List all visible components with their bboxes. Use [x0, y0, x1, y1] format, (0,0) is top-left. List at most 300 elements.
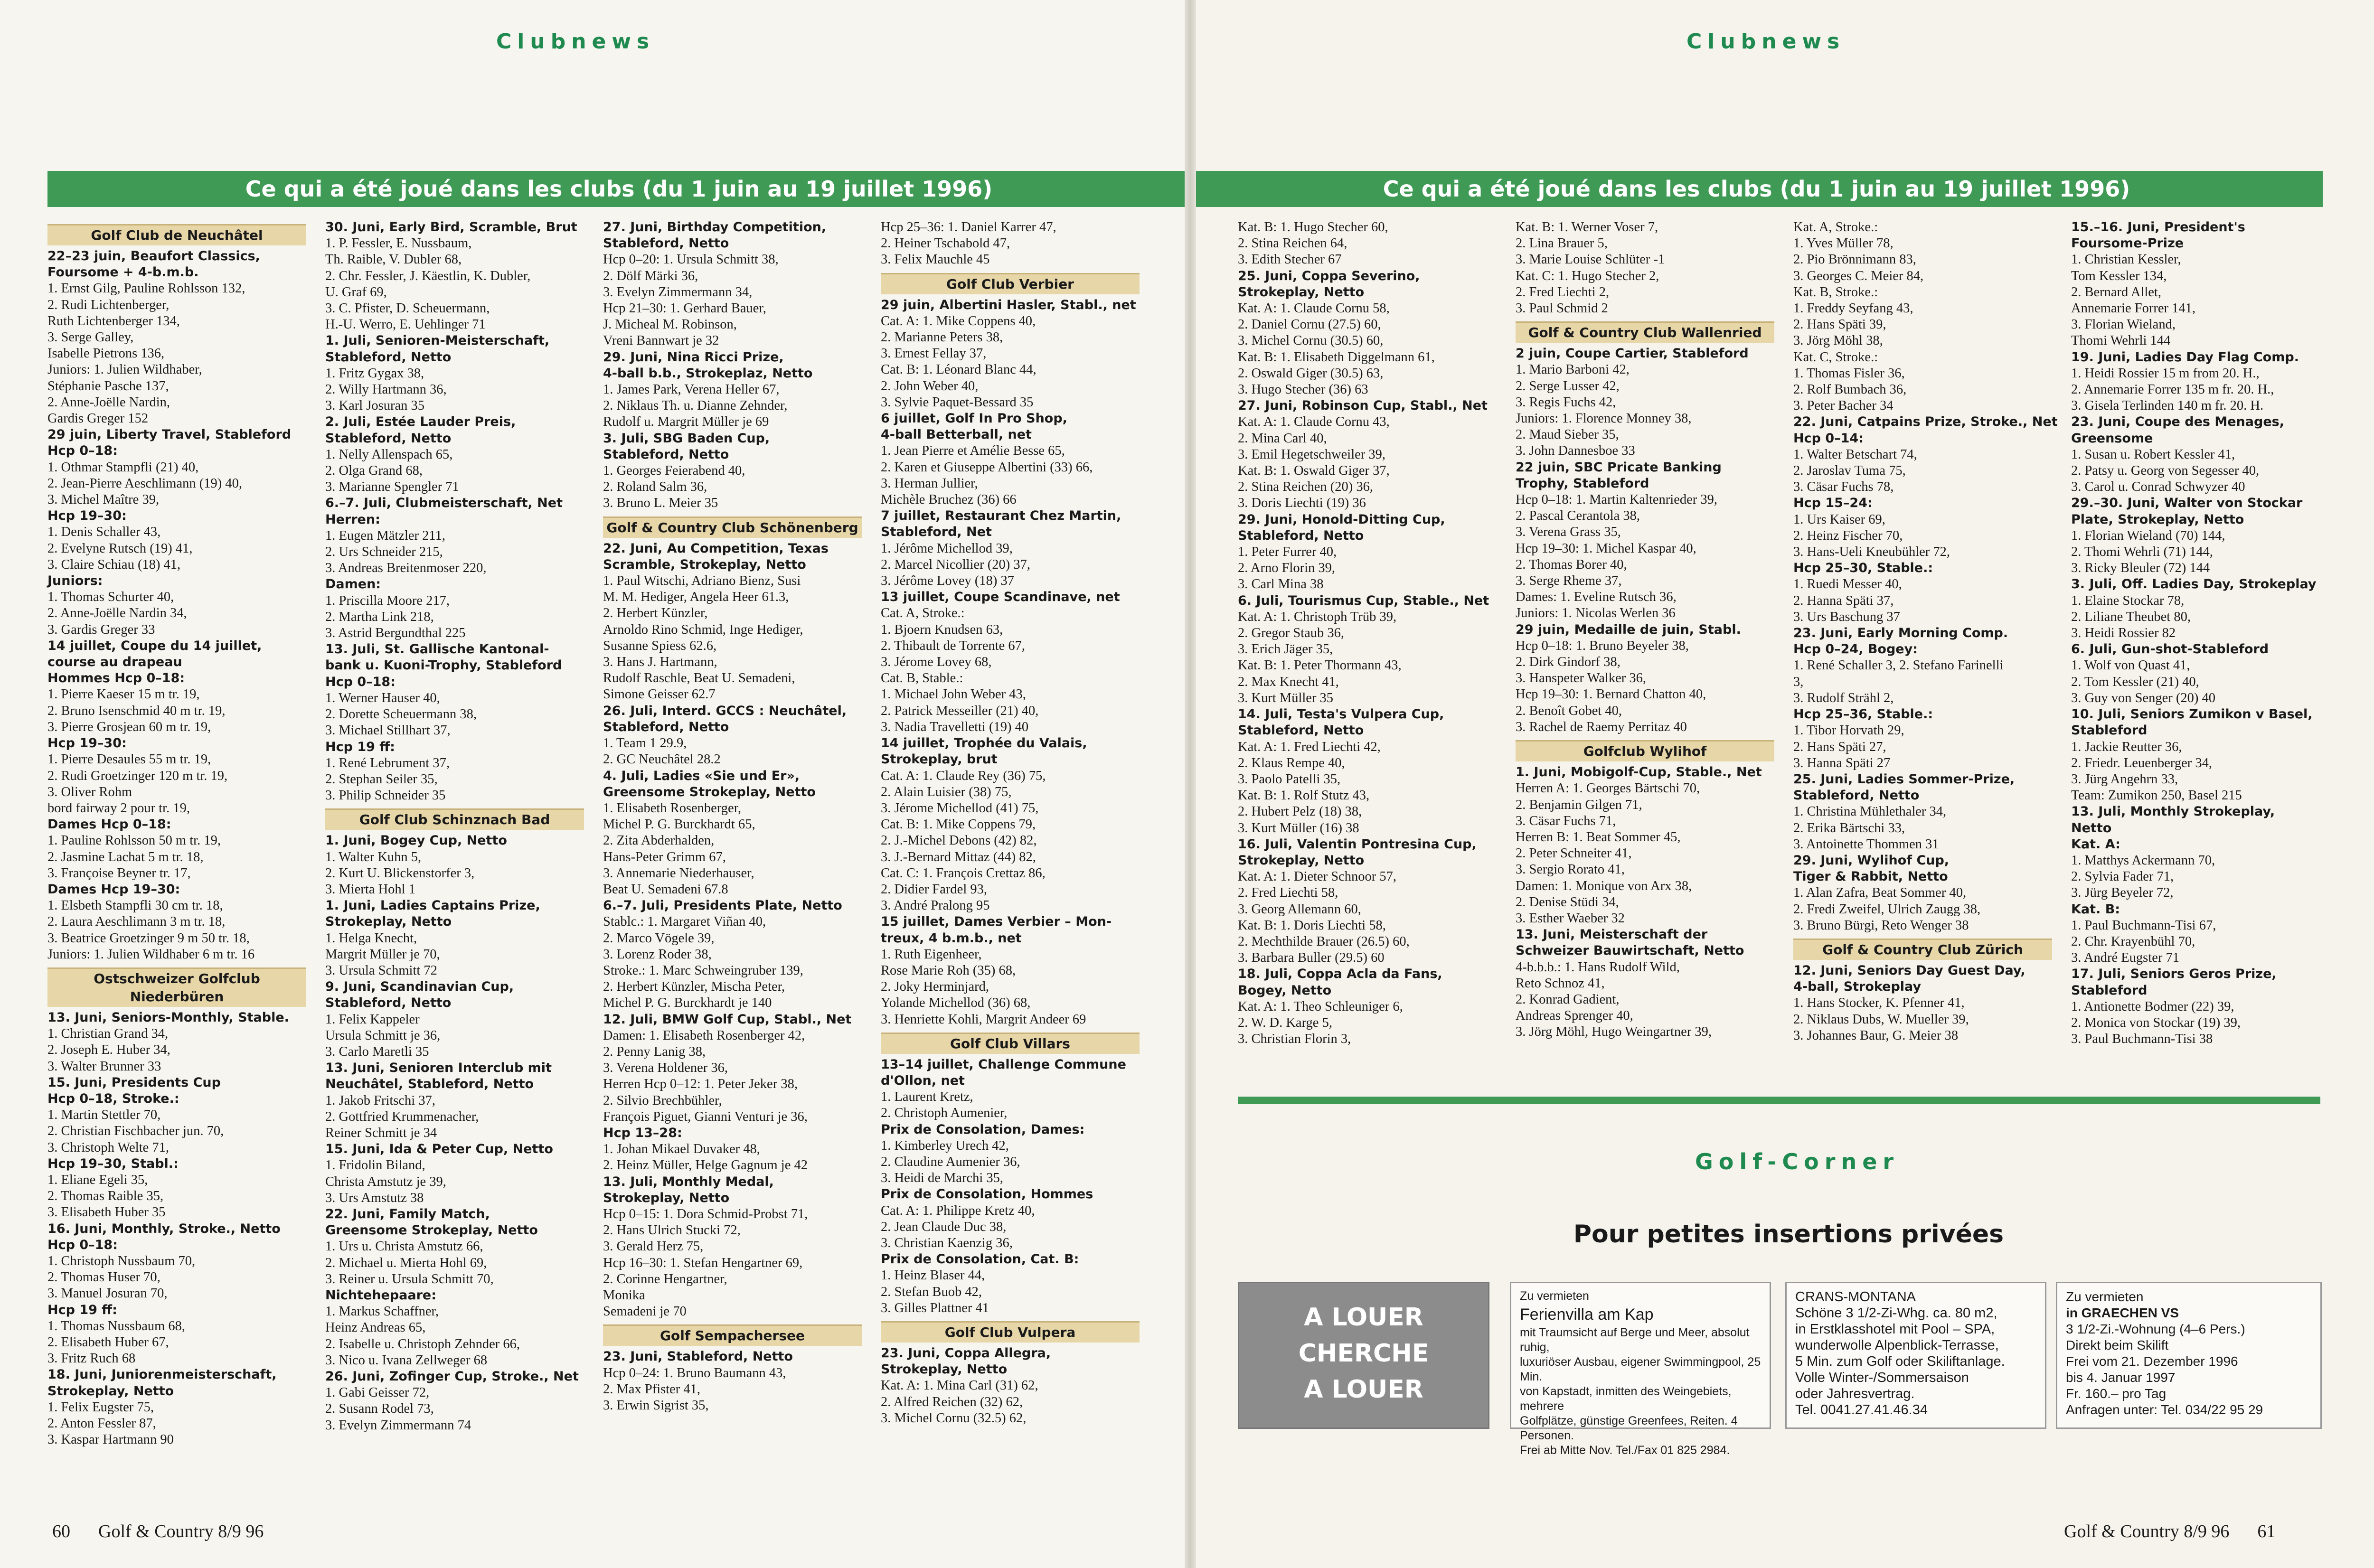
result-line: 2. Annemarie Forrer 135 m fr. 20. H.,	[2071, 382, 2274, 397]
result-line: 2. Susann Rodel 73,	[325, 1401, 434, 1417]
results-column	[1793, 219, 2058, 1047]
event-heading: Hcp 0–18:	[325, 674, 396, 689]
event-heading: Prix de Consolation, Dames:	[881, 1122, 1085, 1137]
result-line: 3. Marie Louise Schlüter -1	[1516, 252, 1665, 267]
result-line: 2. Hubert Pelz (18) 38,	[1238, 804, 1362, 819]
result-line: Rudolf u. Margrit Müller je 69	[603, 414, 769, 430]
club-heading: Golf Club Verbier	[881, 273, 1140, 294]
result-line: 2. Daniel Cornu (27.5) 60,	[1238, 317, 1381, 332]
event-heading: Plate, Strokeplay, Netto	[2071, 512, 2244, 527]
ad-line: von Kapstadt, inmitten des Weingebiets, mehrere	[1520, 1385, 1732, 1413]
result-line: Hcp 16–30: 1. Stefan Hengartner 69,	[603, 1255, 803, 1270]
result-line: 3. Jürg Angehrn 33,	[2071, 771, 2178, 787]
event-heading: 14 juillet, Trophée du Valais,	[881, 736, 1087, 751]
ad-line: bis 4. Januar 1997	[2066, 1370, 2176, 1385]
result-line: 2. W. D. Karge 5,	[1238, 1015, 1332, 1030]
event-heading: 22. Juni, Au Competition, Texas	[603, 541, 829, 556]
event-heading: 13. Juli, St. Gallische Kantonal-	[325, 642, 549, 657]
result-line: 3. Jürg Beyeler 72,	[2071, 885, 2174, 901]
result-line: 3. Reiner u. Ursula Schmitt 70,	[325, 1271, 494, 1286]
club-heading: Golf Club Schinznach Bad	[325, 808, 584, 830]
result-line: 2. Hans Ulrich Stucki 72,	[603, 1223, 741, 1238]
result-line: Cat. C: 1. François Crettaz 86,	[881, 865, 1046, 881]
event-heading: 3. Juli, Off. Ladies Day, Strokeplay	[2071, 577, 2317, 592]
result-line: 3. Evelyn Zimmermann 34,	[603, 284, 753, 300]
result-line: 3. Urs Baschung 37	[1793, 609, 1900, 624]
ad-line: oder Jahresvertrag.	[1795, 1386, 1915, 1401]
result-line: 1. Walter Kuhn 5,	[325, 849, 422, 864]
event-heading: 13. Juni, Seniors-Monthly, Stable.	[47, 1010, 289, 1025]
result-line: 1. Jérôme Michellod 39,	[881, 541, 1013, 556]
result-line: 1. Jean Pierre et Amélie Besse 65,	[881, 443, 1065, 459]
result-line: 2. Laura Aeschlimann 3 m tr. 18,	[47, 914, 226, 930]
result-line: 3. Serge Galley,	[47, 330, 134, 345]
result-line: 3. Cäsar Fuchs 71,	[1516, 813, 1616, 828]
event-heading: Foursome + 4-b.m.b.	[47, 265, 199, 280]
event-heading: 22 juin, SBC Pricate Banking	[1516, 460, 1722, 475]
result-line: 1. Georges Feierabend 40,	[603, 463, 745, 479]
ad-line: mit Traumsicht auf Berge und Meer, absolut ruhig,	[1520, 1326, 1750, 1354]
event-heading: Stableford, Netto	[325, 431, 452, 446]
result-line: 3. Erich Jäger 35,	[1238, 642, 1333, 657]
result-line: Semadeni je 70	[603, 1304, 687, 1319]
result-line: 2. Hans Späti 27,	[1793, 739, 1886, 754]
result-line: 1. Mario Barboni 42,	[1516, 362, 1630, 377]
event-heading: 23. Juni, Early Morning Comp.	[1793, 626, 2008, 641]
ad-line: Fr. 160.– pro Tag	[2066, 1386, 2167, 1401]
result-line: 3. Hugo Stecher (36) 63	[1238, 382, 1368, 397]
result-line: 2. Roland Salm 36,	[603, 479, 707, 495]
event-heading: 26. Juni, Zofinger Cup, Stroke., Net	[325, 1369, 579, 1384]
result-line: Heinz Andreas 65,	[325, 1320, 426, 1335]
result-line: 3. Paul Schmid 2	[1516, 301, 1608, 316]
result-line: 2. John Weber 40,	[881, 378, 979, 394]
result-line: Isabelle Pietrons 136,	[47, 346, 165, 361]
result-line: 3. Johannes Baur, G. Meier 38	[1793, 1028, 1959, 1043]
result-line: 3. Peter Bacher 34	[1793, 398, 1894, 413]
result-line: 2. Christian Fischbacher jun. 70,	[47, 1124, 224, 1139]
result-line: 3. Jérome Michellod (41) 75,	[881, 800, 1039, 816]
event-heading: Kat. A:	[2071, 836, 2120, 852]
event-heading: 15. Juni, Presidents Cup	[47, 1075, 221, 1090]
event-heading: Prix de Consolation, Cat. B:	[881, 1252, 1079, 1267]
ad-line: in Erstklasshotel mit Pool – SPA,	[1795, 1322, 1995, 1337]
result-line: 3. Edith Stecher 67	[1238, 252, 1342, 267]
result-line: 1. Nelly Allenspach 65,	[325, 447, 453, 462]
club-heading: Ostschweizer Golfclub Niederbüren	[47, 967, 306, 1007]
result-line: Herren A: 1. Georges Bärtschi 70,	[1516, 781, 1700, 796]
event-heading: Hcp 0–18:	[47, 443, 118, 459]
result-line: 2. Peter Schneiter 41,	[1516, 846, 1632, 861]
event-heading: 16. Juli, Valentin Pontresina Cup,	[1238, 836, 1477, 852]
result-line: 1. Priscilla Moore 217,	[325, 593, 450, 608]
event-heading: 6. Juli, Tourismus Cup, Stable., Net	[1238, 593, 1489, 608]
result-line: 1. Elaine Stockar 78,	[2071, 593, 2185, 608]
result-line: 1. Freddy Seyfang 43,	[1793, 301, 1913, 316]
result-line: Hcp 0–20: 1. Ursula Schmitt 38,	[603, 252, 779, 267]
event-heading: 29 juin, Albertini Hasler, Stabl., net	[881, 297, 1136, 312]
ad-line: 5 Min. zum Golf oder Skiliftanlage.	[1795, 1354, 2005, 1369]
golf-corner-title: Pour petites insertions privées	[1573, 1220, 2004, 1249]
result-line: 2. Erika Bärtschi 33,	[1793, 820, 1905, 836]
ad-headline: Ferienvilla am Kap	[1520, 1305, 1654, 1324]
event-heading: 12. Juli, BMW Golf Cup, Stabl., Net	[603, 1012, 852, 1027]
result-line: U. Graf 69,	[325, 284, 387, 300]
right-columns	[1238, 219, 2330, 1047]
result-line: Rudolf Raschle, Beat U. Semadeni,	[603, 671, 795, 686]
result-line: 2. Claudine Aumenier 36,	[881, 1154, 1020, 1169]
result-line: Herren B: 1. Beat Sommer 45,	[1516, 829, 1681, 845]
result-line: bord fairway 2 pour tr. 19,	[47, 800, 190, 816]
event-heading: Hcp 25–30, Stable.:	[1793, 561, 1933, 576]
result-line: 2. Jasmine Lachat 5 m tr. 18,	[47, 849, 204, 864]
result-line: 3. André Eugster 71	[2071, 950, 2179, 966]
result-line: 3. Doris Liechti (19) 36	[1238, 496, 1366, 511]
result-line: 2. Thomas Borer 40,	[1516, 557, 1627, 572]
result-line: 1. Eliane Egeli 35,	[47, 1172, 148, 1187]
event-heading: 13. Juli, Monthly Strokeplay,	[2071, 804, 2275, 819]
result-line: Ruth Lichtenberger 134,	[47, 313, 180, 329]
result-line: 3. Bruno L. Meier 35	[603, 496, 718, 511]
result-line: Hcp 0–24: 1. Bruno Baumann 43,	[603, 1365, 786, 1380]
results-column	[1238, 219, 1497, 1047]
result-line: Juniors: 1. Nicolas Werlen 36	[1516, 606, 1676, 621]
result-line: 3. Esther Waeber 32	[1516, 911, 1625, 926]
result-line: 1. Thomas Schurter 40,	[47, 590, 174, 605]
result-line: 2. Fredi Zweifel, Ulrich Zaugg 38,	[1793, 901, 1981, 917]
result-line: 1. Othmar Stampfli (21) 40,	[47, 460, 199, 475]
result-line: 1. Elsbeth Stampfli 30 cm tr. 18,	[47, 898, 223, 913]
result-line: Dames: 1. Eveline Rutsch 36,	[1516, 590, 1677, 605]
result-line: 3. Bruno Bürgi, Reto Wenger 38	[1793, 918, 1969, 933]
event-heading: Prix de Consolation, Hommes	[881, 1187, 1093, 1202]
result-line: 2. Chr. Fessler, J. Käestlin, K. Dubler,	[325, 268, 531, 283]
result-line: 3. Andreas Breitenmoser 220,	[325, 561, 487, 576]
event-heading: bank u. Kuoni-Trophy, Stableford	[325, 658, 562, 673]
club-heading: Golf Club Vulpera	[881, 1321, 1140, 1343]
event-heading: 4-ball, Strokeplay	[1793, 979, 1922, 995]
result-line: Stéphanie Pasche 137,	[47, 378, 169, 394]
result-line: 2. Jean-Pierre Aeschlimann (19) 40,	[47, 476, 242, 491]
result-line: Vreni Bannwart je 32	[603, 333, 719, 348]
result-line: 2. Liliane Theubet 80,	[2071, 609, 2191, 624]
section-tag-left	[496, 29, 655, 54]
event-heading: Stableford, Netto	[325, 995, 452, 1011]
result-line: 3. Nadia Travelletti (19) 40	[881, 719, 1029, 734]
result-line: 3. Heidi Rossier 82	[2071, 626, 2176, 641]
ad-gray-line: A LOUER	[1304, 1375, 1423, 1404]
result-line: 3. Herman Jullier,	[881, 476, 978, 491]
result-line: 1. Gabi Geisser 72,	[325, 1385, 430, 1400]
result-line: 2. Serge Lusser 42,	[1516, 378, 1620, 394]
result-line: 3. Carl Mina 38	[1238, 577, 1324, 592]
result-line: 3. Philip Schneider 35	[325, 788, 446, 803]
event-heading: Netto	[2071, 820, 2112, 836]
event-heading: Stableford, Netto	[1793, 788, 1920, 803]
event-heading: 2 juin, Coupe Cartier, Stableford	[1516, 346, 1749, 361]
event-heading: 23. Juni, Stableford, Netto	[603, 1349, 793, 1364]
result-line: 2. Karen et Giuseppe Albertini (33) 66,	[881, 460, 1093, 475]
ad-line: luxuriöser Ausbau, eigener Swimmingpool, 25 Min.	[1520, 1355, 1761, 1383]
result-line: Kat. B: 1. Hugo Stecher 60,	[1238, 220, 1388, 235]
result-line: 3. Elisabeth Huber 35	[47, 1205, 166, 1220]
result-line: 1. Denis Schaller 43,	[47, 525, 161, 540]
result-line: 3. Regis Fuchs 42,	[1516, 394, 1616, 410]
event-heading: d'Ollon, net	[881, 1073, 965, 1088]
footer-right	[2064, 1521, 2275, 1542]
result-line: 2. Michael u. Mierta Hohl 69,	[325, 1255, 487, 1270]
result-line: 3. Kaspar Hartmann 90	[47, 1432, 174, 1447]
result-line: 1. Thomas Nussbaum 68,	[47, 1318, 186, 1333]
event-heading: Hcp 0–18:	[47, 1237, 118, 1252]
result-line: 1. Eugen Mätzler 211,	[325, 528, 445, 543]
ad-line: Direkt beim Skilift	[2066, 1338, 2169, 1352]
result-line: 2. Mina Carl 40,	[1238, 431, 1327, 446]
result-line: 3,	[1793, 674, 1804, 689]
result-line: 2. Klaus Rempe 40,	[1238, 755, 1345, 770]
result-line: 2. Niklaus Th. u. Dianne Zehnder,	[603, 398, 788, 413]
result-line: Damen: 1. Elisabeth Rosenberger 42,	[603, 1028, 805, 1043]
result-line: 3. Françoise Beyner tr. 17,	[47, 865, 191, 881]
result-line: 2. Arno Florin 39,	[1238, 561, 1336, 576]
event-heading: 9. Juni, Scandinavian Cup,	[325, 979, 514, 995]
result-line: 3. Carlo Maretli 35	[325, 1044, 429, 1059]
result-line: 2. Thomas Huser 70,	[47, 1270, 160, 1285]
event-heading: Hcp 19–30, Stabl.:	[47, 1156, 179, 1171]
ad-line: Volle Winter-/Sommersaison	[1795, 1370, 1969, 1385]
result-line: Beat U. Semadeni 67.8	[603, 882, 728, 897]
result-line: 3. Gisela Terlinden 140 m fr. 20. H.	[2071, 398, 2264, 413]
ad-line: Zu vermieten	[1520, 1289, 1589, 1303]
result-line: 3. Mierta Hohl 1	[325, 882, 415, 897]
event-heading: 3. Juli, SBG Baden Cup,	[603, 431, 770, 446]
result-line: 2. Marcel Nicollier (20) 37,	[881, 557, 1030, 572]
event-heading: Stableford, Net	[881, 525, 992, 540]
result-line: 2. Dorette Scheuermann 38,	[325, 707, 477, 722]
result-line: Kat. B, Stroke.:	[1793, 284, 1878, 300]
event-heading: 29. Juni, Wylihof Cup,	[1793, 853, 1950, 868]
result-line: Tom Kessler 134,	[2071, 268, 2167, 283]
event-heading: 1. Juli, Senioren-Meisterschaft,	[325, 333, 550, 348]
result-line: Hcp 0–15: 1. Dora Schmid-Probst 71,	[603, 1206, 808, 1221]
result-line: 3. Florian Wieland,	[2071, 317, 2176, 332]
result-line: 3. Paolo Patelli 35,	[1238, 771, 1341, 787]
event-heading: 6 juillet, Golf In Pro Shop,	[881, 411, 1067, 426]
results-column	[881, 219, 1140, 1448]
event-heading: 13. Juni, Senioren Interclub mit	[325, 1061, 552, 1076]
result-line: 2. Jean Claude Duc 38,	[881, 1219, 1007, 1234]
event-heading: 19. Juni, Ladies Day Flag Comp.	[2071, 349, 2299, 365]
result-line: Arnoldo Rino Schmid, Inge Hediger,	[603, 622, 803, 637]
result-line: 2. Pio Brönnimann 83,	[1793, 252, 1916, 267]
result-line: 3. John Dannesboe 33	[1516, 443, 1635, 459]
section-tag-text: Clubnews	[496, 29, 655, 54]
result-line: Reiner Schmitt je 34	[325, 1125, 437, 1140]
result-line: 2. GC Neuchâtel 28.2	[603, 752, 721, 767]
event-heading: Hcp 25–36, Stable.:	[1793, 707, 1933, 722]
result-line: 2. Rolf Bumbach 36,	[1793, 382, 1907, 397]
footer-left	[52, 1521, 264, 1542]
event-heading: 23. Juni, Coupe des Menages,	[2071, 414, 2284, 430]
result-line: 1. Ernst Gilg, Pauline Rohlsson 132,	[47, 281, 245, 296]
result-line: 1. Urs Kaiser 69,	[1793, 512, 1885, 527]
result-line: 3. Rachel de Raemy Perritaz 40	[1516, 719, 1687, 734]
event-heading: Stableford, Netto	[325, 349, 452, 365]
result-line: 1. Christian Grand 34,	[47, 1026, 169, 1042]
event-heading: 13. Juli, Monthly Medal,	[603, 1174, 774, 1189]
ad-line: wunderwolle Alpenblick-Terrasse,	[1795, 1338, 1999, 1353]
result-line: 1. James Park, Verena Heller 67,	[603, 382, 780, 397]
event-heading: 13. Juni, Meisterschaft der	[1516, 927, 1708, 942]
result-line: 2. Thomi Wehrli (71) 144,	[2071, 545, 2214, 560]
result-line: 2. Anne-Joëlle Nardin,	[47, 394, 170, 410]
results-column	[325, 219, 584, 1448]
result-line: Hcp 0–18: 1. Bruno Beyeler 38,	[1516, 638, 1689, 653]
event-heading: 15. Juni, Ida & Peter Cup, Netto	[325, 1142, 553, 1157]
club-heading: Golf & Country Club Zürich	[1793, 939, 2052, 960]
result-line: 2. Olga Grand 68,	[325, 463, 423, 479]
result-line: 1. Markus Schaffner,	[325, 1304, 439, 1319]
ad-gray-line: A LOUER	[1304, 1303, 1423, 1332]
result-line: 2. Max Pfister 41,	[603, 1381, 701, 1397]
club-heading: Golf Club de Neuchâtel	[47, 224, 306, 245]
page-number: 60	[52, 1521, 70, 1541]
result-line: Michel P. G. Burckhardt 65,	[603, 817, 755, 832]
event-heading: Stableford	[2071, 723, 2148, 738]
result-line: 3. Annemarie Niederhauser,	[603, 865, 754, 881]
event-heading: Foursome-Prize	[2071, 236, 2184, 251]
result-line: Cat. A: 1. Claude Rey (36) 75,	[881, 768, 1046, 783]
result-line: 2. Maud Sieber 35,	[1516, 427, 1619, 442]
event-heading: Stableford, Netto	[1238, 528, 1364, 543]
result-line: 3. Nico u. Ivana Zellweger 68	[325, 1352, 488, 1368]
result-line: 2. Anne-Joëlle Nardin 34,	[47, 606, 187, 621]
result-line: 3. Heidi de Marchi 35,	[881, 1171, 1004, 1186]
event-heading: Greensome Strokeplay, Netto	[325, 1223, 538, 1238]
result-line: 2. Denise Stüdi 34,	[1516, 894, 1619, 910]
event-heading: Scramble, Strokeplay, Netto	[603, 557, 806, 572]
event-heading: Trophy, Stableford	[1516, 476, 1649, 491]
result-line: 3. Beatrice Groetzinger 9 m 50 tr. 18,	[47, 930, 250, 946]
result-line: Michel P. G. Burckhardt je 140	[603, 995, 772, 1011]
result-line: 2. Stina Reichen 64,	[1238, 236, 1347, 251]
result-line: 1. Ruth Eigenheer,	[881, 947, 982, 962]
result-line: M. M. Hediger, Angela Heer 61.3,	[603, 590, 789, 605]
result-line: 4-b.b.b.: 1. Hans Rudolf Wild,	[1516, 959, 1680, 975]
result-line: Kat. A: 1. Mina Carl (31) 62,	[881, 1378, 1038, 1393]
result-line: J. Micheal M. Robinson,	[603, 317, 737, 332]
results-column	[2071, 219, 2330, 1047]
result-line: 1. Hans Stocker, K. Pfenner 41,	[1793, 995, 1965, 1011]
ad-line: Frei vom 21. Dezember 1996	[2066, 1354, 2238, 1369]
event-heading: 1. Juni, Ladies Captains Prize,	[325, 898, 540, 913]
event-heading: Hcp 15–24:	[1793, 496, 1873, 511]
event-heading: Schweizer Bauwirtschaft, Netto	[1516, 943, 1744, 958]
event-heading: 1. Juni, Bogey Cup, Netto	[325, 833, 507, 848]
result-line: Cat. A: 1. Mike Coppens 40,	[881, 313, 1036, 329]
result-line: 1. Susan u. Robert Kessler 41,	[2071, 447, 2235, 462]
result-line: Yolande Michellod (36) 68,	[881, 995, 1031, 1011]
result-line: Kat. B: 1. Rolf Stutz 43,	[1238, 788, 1370, 803]
result-line: Th. Raible, V. Dubler 68,	[325, 252, 462, 267]
event-heading: 6.–7. Juli, Presidents Plate, Netto	[603, 898, 842, 913]
result-line: 1. Walter Betschart 74,	[1793, 447, 1917, 462]
result-line: Hcp 19–30: 1. Michel Kaspar 40,	[1516, 541, 1696, 556]
event-heading: 14 juillet, Coupe du 14 juillet,	[47, 638, 262, 653]
result-line: 1. Thomas Fisler 36,	[1793, 366, 1905, 381]
club-heading: Golf & Country Club Schönenberg	[603, 516, 862, 538]
result-line: Christa Amstutz je 39,	[325, 1174, 446, 1189]
result-line: 2. Heinz Müller, Helge Gagnum je 42	[603, 1158, 808, 1173]
result-line: 2. Mechthilde Brauer (26.5) 60,	[1238, 934, 1410, 949]
result-line: 1. Christian Kessler,	[2071, 252, 2181, 267]
result-line: Kat. B: 1. Doris Liechti 58,	[1238, 918, 1386, 933]
result-line: 2. Pascal Cerantola 38,	[1516, 508, 1640, 524]
result-line: Hcp 25–36: 1. Daniel Karrer 47,	[881, 220, 1056, 235]
result-line: 1. Paul Witschi, Adriano Bienz, Susi	[603, 573, 801, 589]
result-line: Cat. A: 1. Philippe Kretz 40,	[881, 1203, 1035, 1218]
ad-ferienvilla	[1510, 1282, 1771, 1457]
event-heading: Hcp 0–24, Bogey:	[1793, 642, 1918, 657]
result-line: 1. Heinz Blaser 44,	[881, 1268, 985, 1283]
result-line: 1. Tibor Horvath 29,	[1793, 723, 1904, 738]
result-line: Reto Schnoz 41,	[1516, 976, 1605, 991]
ad-line: Golfplätze, günstige Greenfees, Reiten. 4 Personen.	[1520, 1414, 1738, 1442]
result-line: 1. Felix Eugster 75,	[47, 1399, 154, 1415]
result-line: 2. Fred Liechti 58,	[1238, 885, 1338, 901]
event-heading: 27. Juni, Robinson Cup, Stabl., Net	[1238, 398, 1488, 413]
event-heading: 2. Juli, Estée Lauder Preis,	[325, 414, 516, 430]
result-line: 1. Laurent Kretz,	[881, 1089, 973, 1105]
event-heading: 15.–16. Juni, President's	[2071, 220, 2245, 235]
result-line: 3. Georg Allemann 60,	[1238, 901, 1361, 917]
result-line: 3. Fritz Ruch 68	[47, 1351, 136, 1366]
result-line: 2. Evelyne Rutsch (19) 41,	[47, 541, 193, 556]
result-line: Thomi Wehrli 144	[2071, 333, 2171, 348]
event-heading: Dames Hcp 0–18:	[47, 817, 171, 832]
result-line: 3. Jérome Lovey 68,	[881, 655, 992, 670]
result-line: 1. Wolf von Quast 41,	[2071, 658, 2190, 673]
result-line: 2. Friedr. Leuenberger 34,	[2071, 755, 2213, 770]
event-heading: Stableford	[2071, 983, 2148, 998]
result-line: 1. Elisabeth Rosenberger,	[603, 800, 742, 816]
result-line: 1. Pierre Kaeser 15 m tr. 19,	[47, 687, 200, 702]
golf-corner-tag: Golf-Corner	[1695, 1149, 1900, 1174]
result-line: 3. Hanspeter Walker 36,	[1516, 671, 1646, 686]
result-line: 2. Anton Fessler 87,	[47, 1416, 156, 1431]
result-line: 3. Guy von Senger (20) 40	[2071, 690, 2215, 705]
result-line: 1. Pauline Rohlsson 50 m tr. 19,	[47, 833, 221, 848]
result-line: 2. Benoît Gobet 40,	[1516, 703, 1622, 718]
banner-left: Ce qui a été joué dans les clubs (du 1 juin au 19 juillet 1996)	[47, 171, 1190, 207]
event-heading: 29 juin, Medaille de juin, Stabl.	[1516, 622, 1741, 637]
result-line: Kat. C: 1. Hugo Stecher 2,	[1516, 268, 1659, 283]
event-heading: Strokeplay, Netto	[47, 1383, 174, 1399]
event-heading: 13–14 juillet, Challenge Commune	[881, 1057, 1126, 1072]
result-line: Annemarie Forrer 141,	[2071, 301, 2195, 316]
result-line: 2. Herbert Künzler, Mischa Peter,	[603, 979, 785, 995]
result-line: 3. Georges C. Meier 84,	[1793, 268, 1924, 283]
result-line: 1. Ruedi Messer 40,	[1793, 577, 1902, 592]
event-heading: 4-ball b.b., Strokeplaz, Netto	[603, 366, 813, 381]
result-line: 2. Heiner Tschabold 47,	[881, 236, 1010, 251]
result-line: 1. René Schaller 3, 2. Stefano Farinelli	[1793, 658, 2004, 673]
result-line: 2. Gottfried Krummenacher,	[325, 1109, 479, 1124]
result-line: 2. Urs Schneider 215,	[325, 545, 443, 560]
result-line: 2. Rudi Lichtenberger,	[47, 297, 170, 312]
event-heading: Strokeplay, Netto	[603, 1190, 730, 1205]
event-heading: Hcp 0–14:	[1793, 431, 1864, 446]
